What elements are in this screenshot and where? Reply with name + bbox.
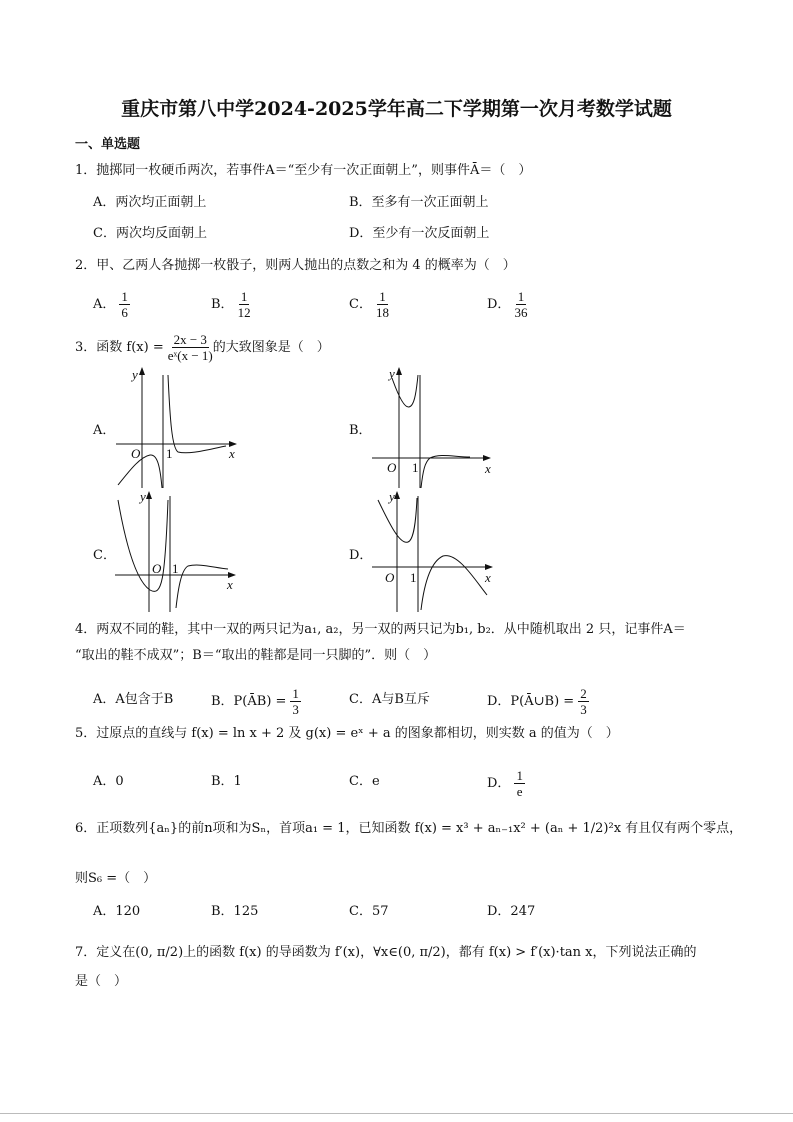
- q3-option-d-label: D．: [349, 548, 373, 563]
- numerator: 1: [240, 289, 248, 304]
- denominator: 18: [375, 305, 389, 320]
- numerator: 1: [516, 768, 523, 783]
- function-def: 3．函数 f(x) =: [75, 340, 164, 355]
- graph-b-y: y: [389, 366, 395, 381]
- option-label: A．: [93, 297, 116, 312]
- graph-a-origin: O: [131, 446, 141, 461]
- graph-a-y: y: [132, 367, 138, 382]
- denominator: 3: [580, 702, 587, 717]
- q4-option-c: C．A与B互斥: [349, 692, 430, 707]
- q5-option-b: B．1: [211, 774, 242, 789]
- option-label: D．: [487, 297, 511, 312]
- graph-b-one: 1: [412, 460, 419, 475]
- q5-option-d: [487, 768, 525, 799]
- q4-option-b: [211, 686, 301, 717]
- question-2-stem: 2．甲、乙两人各抛掷一枚骰子，则两人抛出的点数之和为 4 的概率为（ ）: [75, 258, 516, 273]
- graph-a-x: x: [229, 446, 235, 461]
- option-label: D．P(Ā∪B) =: [487, 694, 575, 709]
- q3-option-c-label: C．: [93, 548, 116, 563]
- q6-option-a: A．120: [93, 904, 141, 919]
- graph-c-origin: O: [152, 561, 162, 576]
- option-label: C．: [349, 297, 372, 312]
- stem-suffix: 的大致图象是（ ）: [212, 340, 330, 355]
- q6-option-d: D．247: [487, 904, 536, 919]
- denominator: 6: [121, 305, 128, 320]
- q6-option-b: B．125: [211, 904, 259, 919]
- question-7-line2: 是（ ）: [75, 974, 128, 989]
- q1-option-b: B．至多有一次正面朝上: [349, 195, 489, 210]
- question-1-stem: 1．抛掷同一枚硬币两次，若事件A＝“至少有一次正面朝上”，则事件Ā＝（ ）: [75, 163, 532, 178]
- question-5-stem: 5．过原点的直线与 f(x) = ln x + 2 及 g(x) = eˣ + a 的图象都相切，则实数 a 的值为（ ）: [75, 726, 619, 741]
- graph-a-one: 1: [166, 446, 173, 461]
- numerator: 1: [121, 289, 128, 304]
- q1-option-a: A．两次均正面朝上: [93, 195, 207, 210]
- numerator: 1: [517, 289, 525, 304]
- graph-c-x: x: [227, 577, 233, 592]
- fraction: [514, 768, 525, 799]
- graph-b-origin: O: [387, 460, 397, 475]
- graph-d: [372, 489, 492, 612]
- graph-d-origin: O: [385, 570, 395, 585]
- graph-b-x: x: [485, 461, 491, 476]
- denominator: 12: [237, 305, 251, 320]
- question-4-line2: “取出的鞋不成双”；B＝“取出的鞋都是同一只脚的”．则（ ）: [75, 648, 437, 663]
- q3-option-a-label: A．: [93, 423, 116, 438]
- q5-option-a: A．0: [93, 774, 124, 789]
- option-label: B．: [211, 297, 234, 312]
- graph-d-x: x: [485, 570, 491, 585]
- numerator: 1: [379, 289, 386, 304]
- numerator: 2: [580, 686, 587, 701]
- question-6-stem: 6．正项数列{aₙ}的前n项和为Sₙ，首项a₁ = 1，已知函数 f(x) = x³ + aₙ₋₁x² + (aₙ + 1/2)²x 有且仅有两个零点，: [75, 821, 743, 836]
- question-4-line1: 4．两双不同的鞋，其中一双的两只记为a₁, a₂，另一双的两只记为b₁, b₂．从中随机取出 2 只，记事件A＝: [75, 622, 686, 637]
- section-heading: 一、单选题: [75, 137, 141, 152]
- q4-option-a: A．A包含于B: [93, 692, 174, 707]
- denominator: 36: [514, 305, 528, 320]
- q1-option-d: D．至少有一次反面朝上: [349, 226, 490, 241]
- question-7-stem: 7．定义在(0, π/2)上的函数 f(x) 的导函数为 f′(x)，∀x∈(0, π/2)，都有 f(x) > f′(x)·tan x，下列说法正确的: [75, 945, 697, 960]
- question-6-line2: 则S₆ =（ ）: [75, 871, 157, 886]
- page-title: 重庆市第八中学2024-2025学年高二下学期第一次月考数学试题: [121, 98, 672, 120]
- q4-option-d: [487, 686, 589, 717]
- q3-option-b-label: B．: [349, 423, 372, 438]
- q1-option-c: C．两次均反面朝上: [93, 226, 207, 241]
- graph-c: [115, 489, 235, 612]
- graph-d-y: y: [389, 489, 395, 504]
- denominator: eˣ(x − 1): [167, 348, 213, 363]
- q6-option-c: C．57: [349, 904, 389, 919]
- fraction: [578, 686, 589, 717]
- graph-c-one: 1: [172, 561, 179, 576]
- q5-option-c: C．e: [349, 774, 380, 789]
- graph-a: [116, 368, 236, 488]
- graph-d-one: 1: [410, 570, 417, 585]
- option-label: B．P(ĀB) =: [211, 694, 287, 709]
- option-label: D．: [487, 776, 511, 791]
- fraction: [290, 686, 301, 717]
- graph-c-y: y: [140, 489, 146, 504]
- page-bottom-divider: [0, 1113, 793, 1114]
- denominator: 3: [292, 702, 299, 717]
- denominator: e: [516, 784, 523, 799]
- numerator: 1: [292, 686, 299, 701]
- numerator: 2x − 3: [173, 332, 207, 347]
